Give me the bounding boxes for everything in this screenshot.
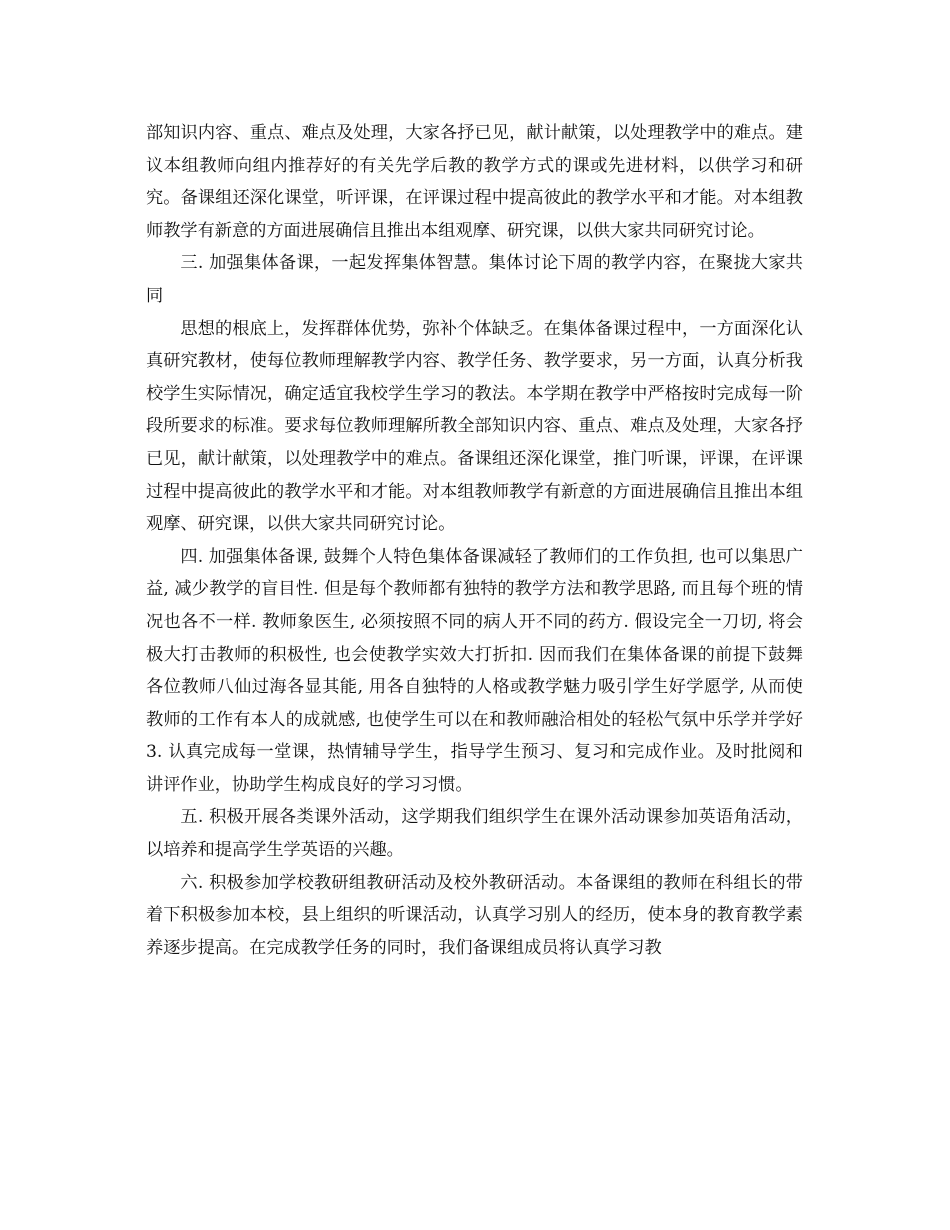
paragraph-section-3-body: 思想的根底上，发挥群体优势，弥补个体缺乏。在集体备课过程中，一方面深化认真研究教材，使每位教师理解教学内容、教学任务、教学要求，另一方面，认真分析我校学生实际情况，确定适宜我校学生学习的教法。本学期在教学中严格按时完成每一阶段所要求的标准。要求每位教师理解所教全部知识内容、重点、难点及处理，大家各抒已见，献计献策，以处理教学中的难点。备课组还深化课堂，推门听课，评课，在评课过程中提高彼此的教学水平和才能。对本组教师教学有新意的方面进展确信且推出本组观摩、研究课，以供大家共同研究讨论。 — [146, 318, 803, 535]
paragraph-section-6: 六. 积极参加学校教研组教研活动及校外教研活动。本备课组的教师在科组长的带着下积极参加本校，县上组织的听课活动，认真学习别人的经历，使本身的教育教学素养逐步提高。在完成教学任务的同时，我们备课组成员将认真学习教 — [146, 872, 803, 958]
document-body — [146, 117, 803, 964]
paragraph-section-5: 五. 积极开展各类课外活动，这学期我们组织学生在课外活动课参加英语角活动，以培养和提高学生学英语的兴趣。 — [146, 807, 803, 861]
paragraph-section-3-heading: 三. 加强集体备课，一起发挥集体智慧。集体讨论下周的教学内容，在聚拢大家共同 — [146, 253, 803, 306]
paragraph-section-4: 四. 加强集体备课, 鼓舞个人特色集体备课减轻了教师们的工作负担, 也可以集思广益, 减少教学的盲目性. 但是每个教师都有独特的教学方法和教学思路, 而且每个班的情况也各不一样. 教师象医生, 必须按照不同的病人开不同的药方. 假设完全一刀切, 将会极大打击教师的积极性, 也会使教学实效大打折扣. 因而我们在集体备课的前提下鼓舞各位教师八仙过海各显其能, 用各自独特的人格或教学魅力吸引学生好学愿学, 从而使教师的工作有本人的成就感, 也使学生可以在和教师融洽相处的轻松气氛中乐学并学好 3. 认真完成每一堂课，热情辅导学生，指导学生预习、复习和完成作业。及时批阅和讲评作业，协助学生构成良好的学习习惯。 — [146, 546, 803, 795]
paragraph-continued: 部知识内容、重点、难点及处理，大家各抒已见，献计献策，以处理教学中的难点。建议本组教师向组内推荐好的有关先学后教的教学方式的课或先进材料，以供学习和研究。备课组还深化课堂，听评课，在评课过程中提高彼此的教学水平和才能。对本组教师教学有新意的方面进展确信且推出本组观摩、研究课，以供大家共同研究讨论。 — [146, 123, 803, 241]
